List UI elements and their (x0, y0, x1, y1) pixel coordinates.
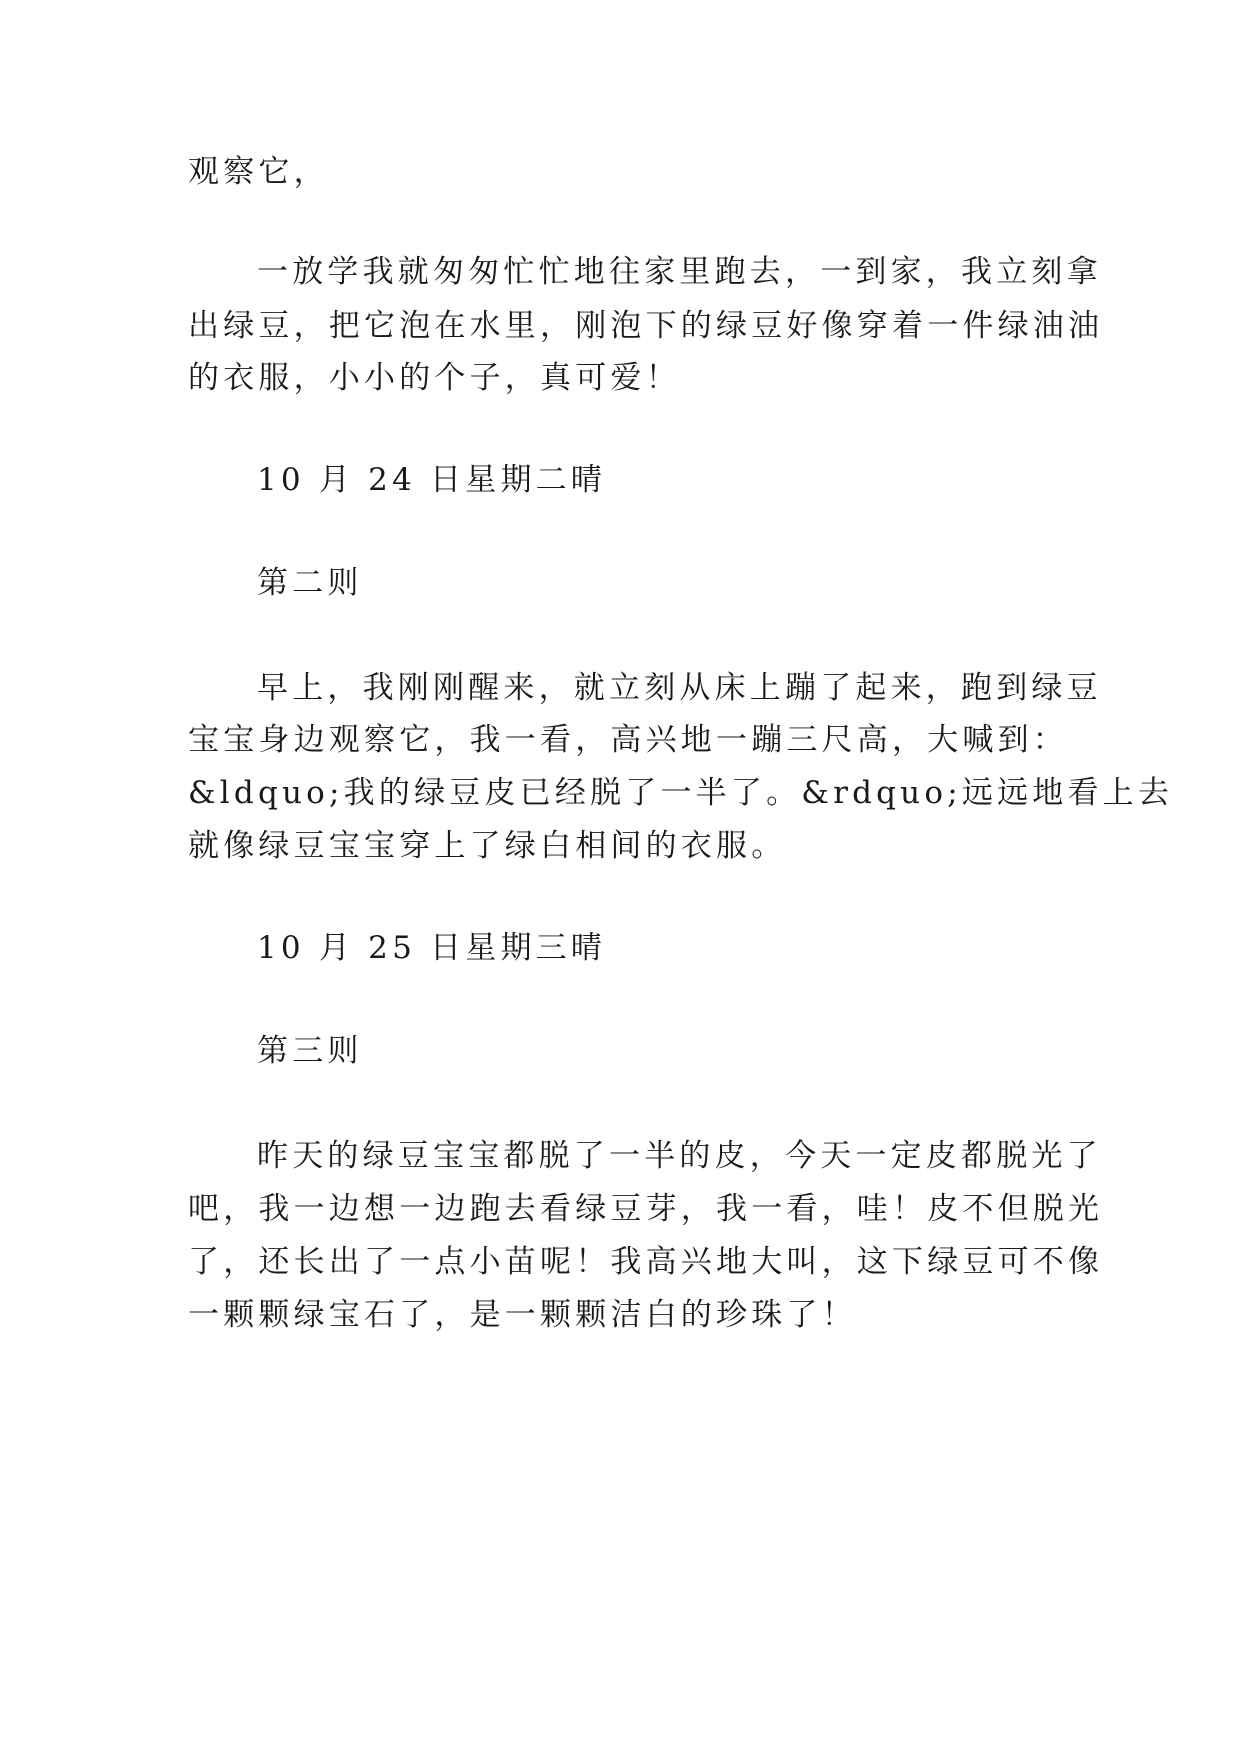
section-heading: 第二则 (257, 565, 363, 601)
paragraph-line: 了，还长出了一点小苗呢！我高兴地大叫，这下绿豆可不像 (188, 1244, 1104, 1280)
paragraph-line: 就像绿豆宝宝穿上了绿白相间的衣服。 (188, 828, 787, 864)
paragraph-line: 宝宝身边观察它，我一看，高兴地一蹦三尺高，大喊到： (188, 722, 1068, 758)
date-heading: 10 月 24 日星期二晴 (257, 462, 607, 498)
paragraph-line: 早上，我刚刚醒来，就立刻从床上蹦了起来，跑到绿豆 (257, 670, 1102, 706)
paragraph-line: 一放学我就匆匆忙忙地往家里跑去，一到家，我立刻拿 (257, 254, 1102, 290)
paragraph-line: 一颗颗绿宝石了，是一颗颗洁白的珍珠了！ (188, 1297, 857, 1333)
section-heading: 第三则 (257, 1033, 363, 1069)
paragraph-line: 吧，我一边想一边跑去看绿豆芽，我一看，哇！皮不但脱光 (188, 1191, 1104, 1227)
paragraph-line: 观察它， (188, 154, 329, 190)
date-heading: 10 月 25 日星期三晴 (257, 930, 607, 966)
paragraph-line: 出绿豆，把它泡在水里，刚泡下的绿豆好像穿着一件绿油油 (188, 308, 1104, 344)
paragraph-line: 的衣服，小小的个子，真可爱！ (188, 360, 681, 396)
paragraph-line: &ldquo;我的绿豆皮已经脱了一半了。&rdquo;远远地看上去 (188, 775, 1174, 811)
paragraph-line: 昨天的绿豆宝宝都脱了一半的皮，今天一定皮都脱光了 (257, 1138, 1102, 1174)
